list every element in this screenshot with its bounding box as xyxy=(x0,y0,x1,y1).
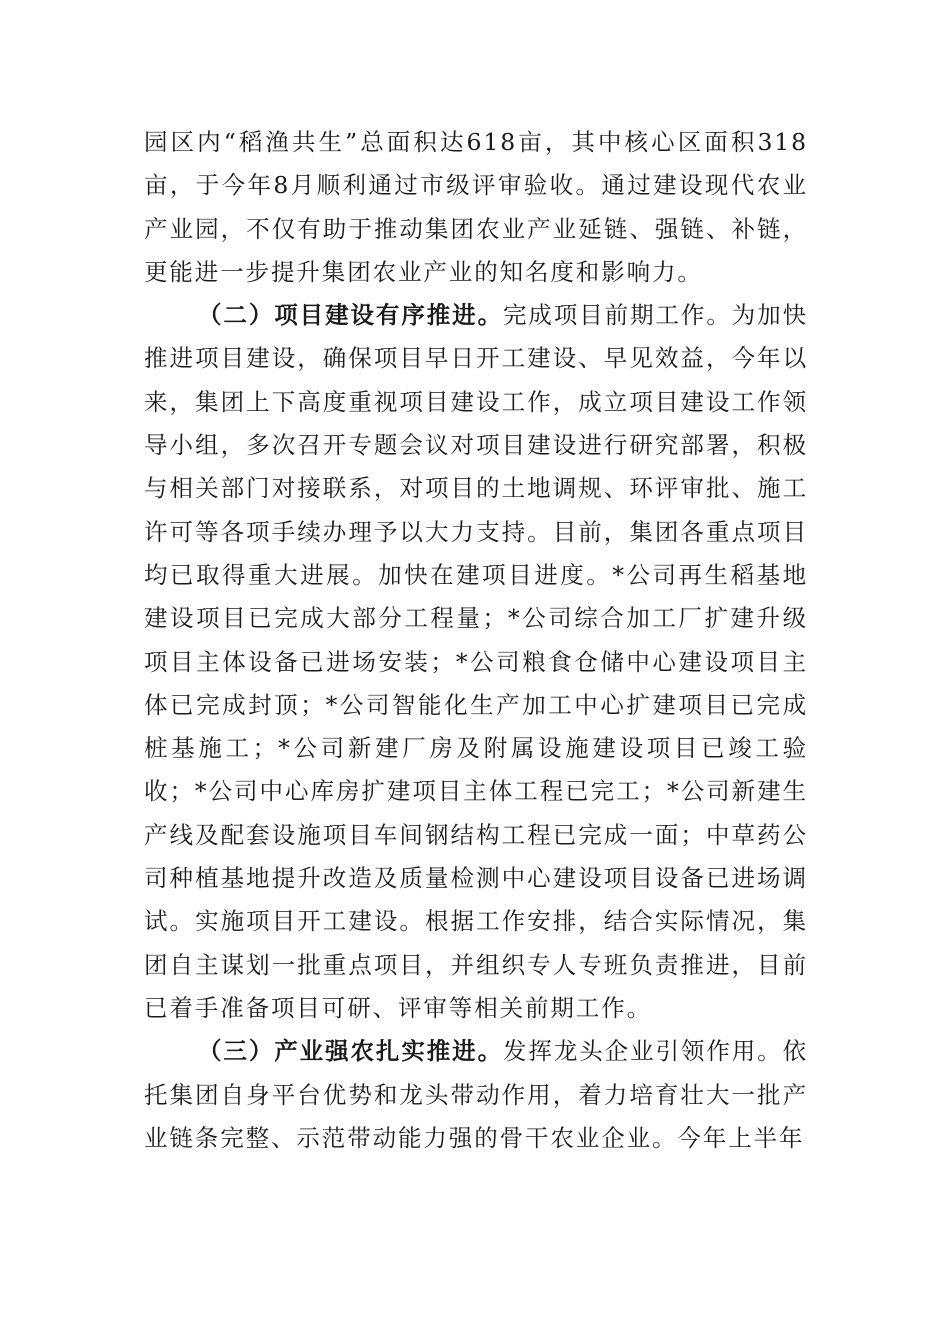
section-heading: （三）产业强农扎实推进。 xyxy=(198,1037,503,1066)
document-body xyxy=(144,121,808,1160)
paragraph-project-construction xyxy=(144,294,808,1030)
paragraph-continuation xyxy=(144,121,808,294)
section-heading: （二）项目建设有序推进。 xyxy=(198,301,503,330)
paragraph-text: 园区内“稻渔共生”总面积达618亩，其中核心区面积318亩，于今年8月顺利通过市级评审验收。通过建设现代农业产业园，不仅有助于推动集团农业产业延链、强链、补链，更能进一步提升集团农业产业的知名度和影响力。 xyxy=(144,128,808,286)
paragraph-industry-agriculture xyxy=(144,1030,808,1160)
paragraph-text: 完成项目前期工作。为加快推进项目建设，确保项目早日开工建设、早见效益，今年以来，集团上下高度重视项目建设工作，成立项目建设工作领导小组，多次召开专题会议对项目建设进行研究部署，积极与相关部门对接联系，对项目的土地调规、环评审批、施工许可等各项手续办理予以大力支持。目前，集团各重点项目均已取得重大进展。加快在建项目进度。*公司再生稻基地建设项目已完成大部分工程量；*公司综合加工厂扩建升级项目主体设备已进场安装；*公司粮食仓储中心建设项目主体已完成封顶；*公司智能化生产加工中心扩建项目已完成桩基施工；*公司新建厂房及附属设施建设项目已竣工验收；*公司中心库房扩建项目主体工程已完工；*公司新建生产线及配套设施项目车间钢结构工程已完成一面；中草药公司种植基地提升改造及质量检测中心建设项目设备已进场调试。实施项目开工建设。根据工作安排，结合实际情况，集团自主谋划一批重点项目，并组织专人专班负责推进，目前已着手准备项目可研、评审等相关前期工作。 xyxy=(144,301,808,1022)
paragraph-text: 发挥龙头企业引领作用。依托集团自身平台优势和龙头带动作用，着力培育壮大一批产业链条完整、示范带动能力强的骨干农业企业。今年上半年 xyxy=(144,1037,808,1152)
